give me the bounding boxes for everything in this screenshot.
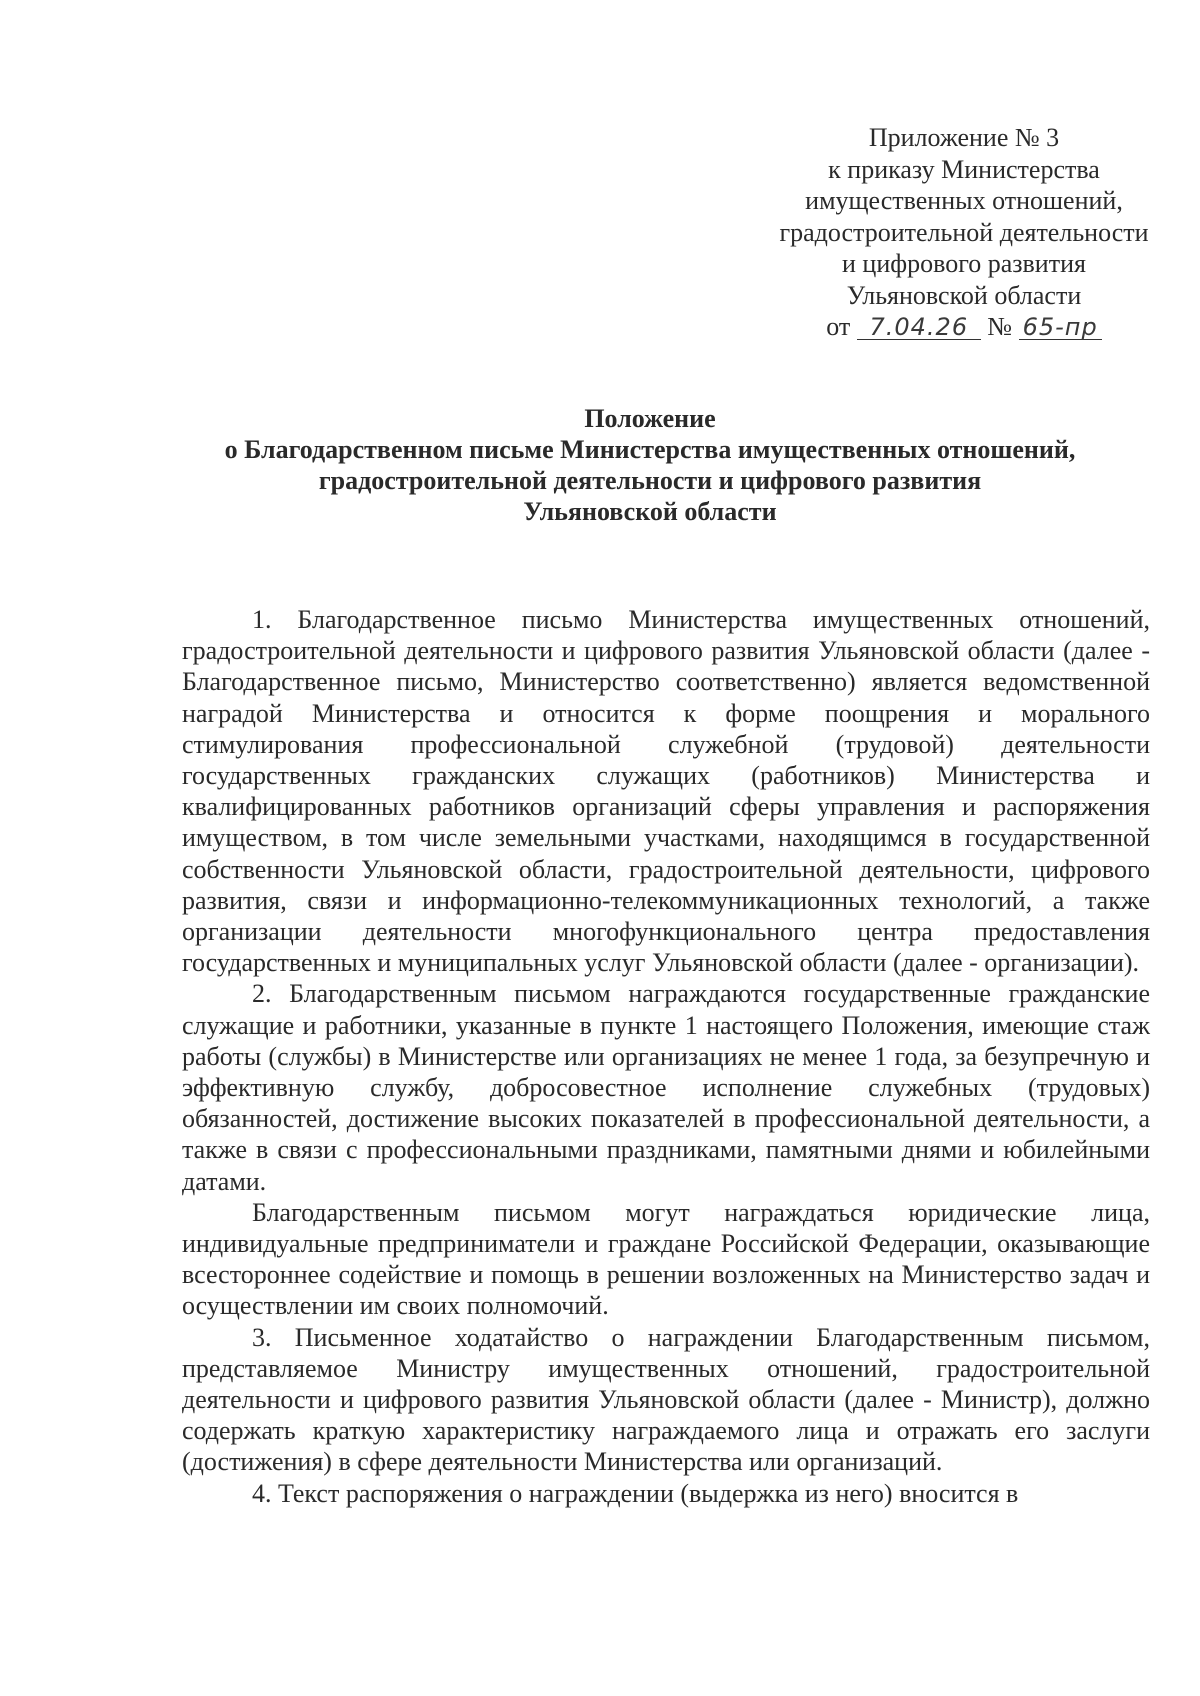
- paragraph: 1. Благодарственное письмо Министерства имущественных отношений, градостроительной деятельности и цифрового развития Ульяновской области (далее - Благодарственное письмо, Министерство соответственно) является ведомственной наградой Министерства и относится к форме поощрения и морального стимулирования профессиональной служебной (трудовой) деятельности государственных гражданских служащих (работников) Министерства и квалифицированных работников организаций сферы управления и распоряжения имуществом, в том числе земельными участками, находящимся в государственной собственности Ульяновской области, градостроительной деятельности, цифрового развития, связи и информационно-телекоммуникационных технологий, а также организации деятельности многофункционального центра предоставления государственных и муниципальных услуг Ульяновской области (далее - организации).: [182, 605, 1150, 978]
- number-sign: №: [987, 312, 1013, 341]
- appendix-line: Приложение № 3: [868, 123, 1060, 152]
- title-line: градостроительной деятельности и цифрового развития: [318, 466, 982, 495]
- appendix-line: Ульяновской области: [846, 280, 1082, 310]
- title-line: Положение: [584, 404, 716, 433]
- paragraph: 2. Благодарственным письмом награждаются государственные гражданские служащие и работники, указанные в пункте 1 настоящего Положения, имеющие стаж работы (службы) в Министерстве или организациях не менее 1 года, за безупречную и эффективную службу, добросовестное исполнение служебных (трудовых) обязанностей, достижение высоких показателей в профессиональной деятельности, а также в связи с профессиональными праздниками, памятными днями и юбилейными датами.: [182, 979, 1150, 1196]
- appendix-line: к приказу Министерства: [828, 154, 1100, 184]
- title-line: о Благодарственном письме Министерства имущественных отношений,: [224, 435, 1076, 464]
- appendix-header: [748, 122, 1180, 343]
- document-body: [182, 604, 1150, 1509]
- handwritten-number: 65-пр: [1019, 315, 1102, 340]
- paragraph: Благодарственным письмом могут награждаться юридические лица, индивидуальные предприниматели и граждане Российской Федерации, оказывающие всестороннее содействие и помощь в решении возложенных на Министерство задач и осуществлении им своих полномочий.: [182, 1197, 1150, 1321]
- date-prefix: от: [826, 312, 851, 341]
- title-line: Ульяновской области: [523, 497, 777, 526]
- handwritten-date: 7.04.26: [857, 315, 981, 340]
- appendix-line: имущественных отношений,: [805, 186, 1123, 215]
- document-title: [150, 403, 1150, 527]
- paragraph: 4. Текст распоряжения о награждении (выдержка из него) вносится в: [252, 1478, 1019, 1508]
- appendix-line: градостроительной деятельности: [779, 217, 1149, 247]
- order-date-line: [748, 311, 1180, 343]
- paragraph: 3. Письменное ходатайство о награждении Благодарственным письмом, представляемое Министру имущественных отношений, градостроительной деятельности и цифрового развития Ульяновской области (далее - Министр), должно содержать краткую характеристику награждаемого лица и отражать его заслуги (достижения) в сфере деятельности Министерства или организаций.: [182, 1322, 1150, 1477]
- appendix-line: и цифрового развития: [842, 249, 1086, 278]
